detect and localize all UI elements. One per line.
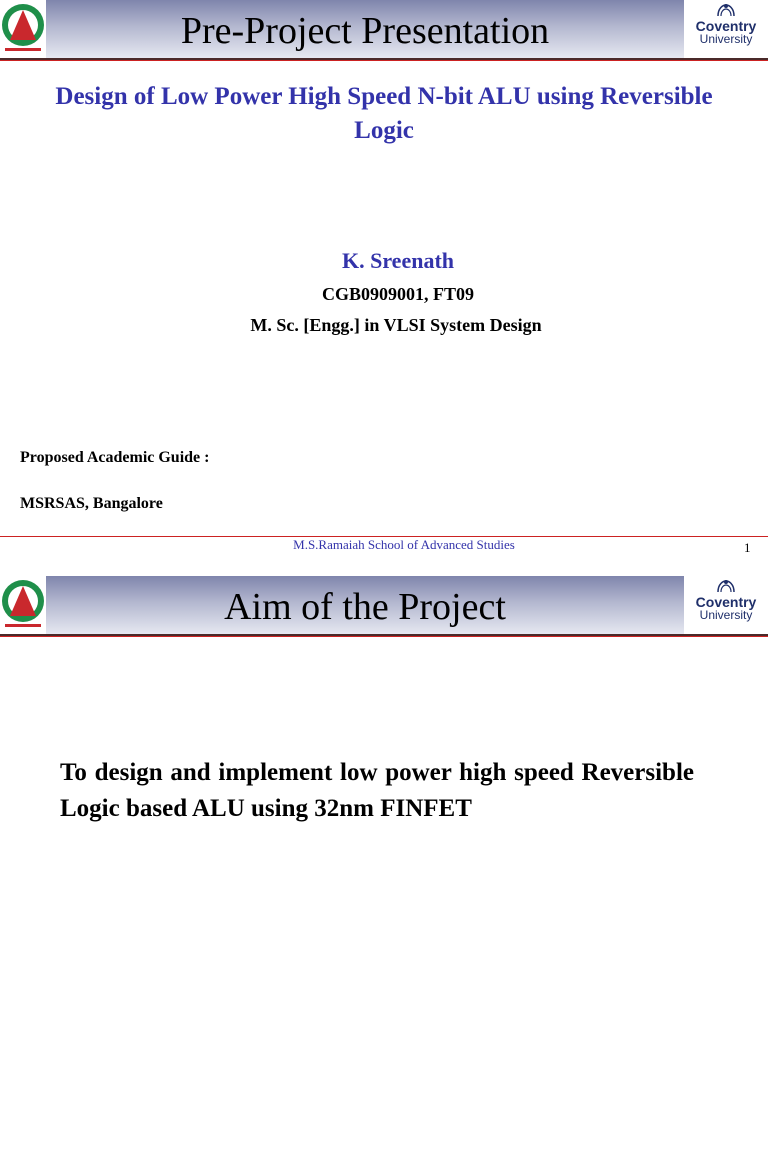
university-wordmark: University bbox=[699, 608, 753, 622]
university-wordmark: University bbox=[699, 32, 753, 46]
aim-statement: To design and implement low power high speed Reversible Logic based ALU using 32nm FINFET bbox=[60, 759, 694, 822]
footer-institution: M.S.Ramaiah School of Advanced Studies bbox=[293, 537, 515, 552]
header-divider-red bbox=[0, 636, 768, 637]
coventry-wordmark: Coventry bbox=[695, 594, 757, 610]
coventry-wordmark: Coventry bbox=[695, 18, 757, 34]
guide-label: Proposed Academic Guide : bbox=[20, 449, 210, 466]
project-title: Design of Low Power High Speed N-bit ALU using Reversible Logic bbox=[55, 83, 713, 144]
coventry-crest-icon bbox=[715, 578, 737, 594]
slide-title: Aim of the Project bbox=[224, 586, 506, 628]
coventry-crest-icon bbox=[715, 2, 737, 18]
slide-2 bbox=[0, 576, 768, 1152]
page-number: 1 bbox=[744, 540, 751, 555]
coventry-university-logo bbox=[684, 576, 768, 634]
msrsas-emblem-icon bbox=[0, 0, 46, 58]
coventry-university-logo bbox=[684, 0, 768, 58]
slide-title: Pre-Project Presentation bbox=[180, 10, 550, 52]
author-program: M. Sc. [Engg.] in VLSI System Design bbox=[250, 315, 542, 335]
guide-organization: MSRSAS, Bangalore bbox=[20, 495, 163, 512]
msrsas-emblem-icon bbox=[0, 576, 46, 634]
author-id: CGB0909001, FT09 bbox=[321, 284, 474, 304]
author-name: K. Sreenath bbox=[341, 248, 455, 273]
header-divider-red bbox=[0, 60, 768, 61]
